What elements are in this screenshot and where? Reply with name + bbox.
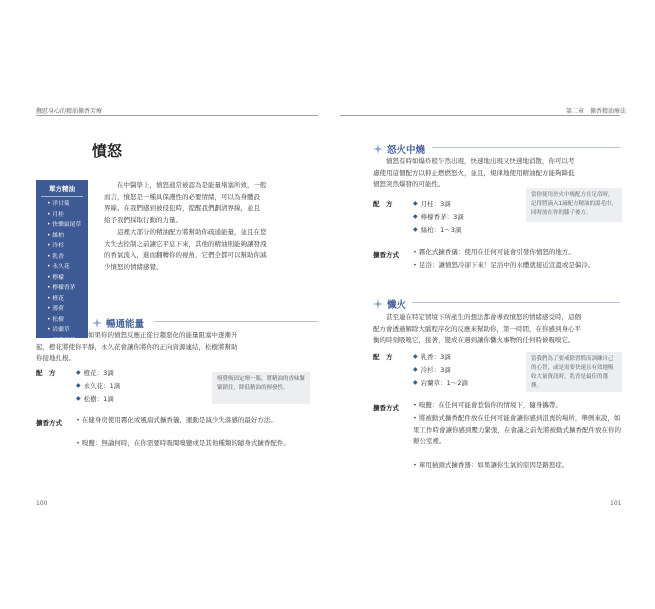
diamond-icon: ◆ <box>76 382 81 389</box>
tip-note: 當我們為了要戒除習慣而訓練自己的心智，或是需要快速且有效地吸收大量資訊時，乳香是最佳的選擇。 <box>526 352 622 392</box>
section-heading: 怒火中燒 <box>373 142 425 156</box>
formula-label: 配 方 <box>36 369 56 377</box>
section-heading: 懺火 <box>373 297 406 311</box>
single-oils-sidebar <box>36 180 88 344</box>
ingredient: ◆ 橙花：3滴 <box>76 369 114 377</box>
left-running-header: 撫慰身心的精油擴香芳療 <box>36 108 103 115</box>
right-running-header: 第二章 擴香精油療法 <box>566 108 627 115</box>
method-item: • 霧化式擴香儀：使用在任何可能會引發你憤怒的地方。 <box>413 248 575 256</box>
diamond-icon: ◆ <box>413 366 418 373</box>
formula-label: 配 方 <box>373 353 393 361</box>
list-item: • 冷杉 <box>47 243 64 249</box>
section-rule <box>432 147 620 148</box>
method-item: • 將被動式擴香配件放在任何可能會讓你感到沮喪的場所，舉例來說，如果工作時會讓你感到壓力緊張，在會議之前先將被動式擴香配件放在你的辦公室裡。 <box>413 414 621 446</box>
diamond-icon: ◆ <box>76 395 81 402</box>
diamond-icon: ◆ <box>413 353 418 360</box>
list-item: • 岩蘭草 <box>47 327 70 333</box>
tip-note: 當你使用於火中燒配方在足浴時，記得將滴入1滴配方精油的溫毛巾，同時放在你的膝子後方。 <box>526 188 622 222</box>
right-header-rule <box>340 115 620 116</box>
bullet-icon: • <box>413 414 417 422</box>
page-number-right: 101 <box>610 500 622 507</box>
section-heading: 暢通能量 <box>92 316 144 330</box>
method-item: • 嗅鹽：在任何可能會惹惱你的情境下，隨身攜帶。 <box>413 401 562 409</box>
section-paragraph: 如果你的憤怒反應正從日趨惡化的能量阻塞中逐漸升 起，橙花將使你平靜，永久花會讓你將你的正向資源連結，松樹將幫助 你接地扎根。 <box>36 331 238 363</box>
bullet-icon: • <box>76 416 80 424</box>
list-item: • 洋甘菊 <box>47 201 70 207</box>
ingredient: ◆ 檸檬香茅：3滴 <box>413 213 464 221</box>
ingredient: ◆ 冷杉：3滴 <box>413 366 451 374</box>
list-item: • 檸檬 <box>47 274 64 281</box>
bullet-icon: • <box>413 461 417 469</box>
flower-icon <box>373 299 383 309</box>
flower-icon <box>92 318 102 328</box>
formula-label: 配 方 <box>373 200 393 208</box>
intro-paragraph-1: 在中醫學上，憤怒通常被認為是能量堵塞所致，一般 而言，憤怒是一種具保護性的必要情緒，可以為身體設 界線。在我們感到被侵犯時，提醒我們劃清界線，並且 給予我們採取行動的力量。 <box>104 181 267 224</box>
method-label: 擴香方式 <box>36 419 62 427</box>
diamond-icon: ◆ <box>413 200 418 207</box>
bullet-icon: • <box>413 401 417 409</box>
tip-note: 嗅覺吸固定劑一瓶，將精油的香味緊緊鎖住，降低精油的揮發性。 <box>212 372 310 404</box>
section-paragraph: 甚至連在特定情境下所產生的想法都會導致憤怒的情緒感受時，這個 配方會透過解除大腦程序化的反應來幫助你，第一時間，在你感到身心平 衡的時刻吸嗅它，接著，變成在遇到讓你懺火事物的任何時候吸嗅它。 <box>373 313 581 345</box>
diamond-icon: ◆ <box>413 213 418 220</box>
method-item: • 車用插頭式擴香器：如果讓你生氣的原因是路怒症。 <box>413 461 569 469</box>
ingredient: ◆ 永久花：1滴 <box>76 382 121 390</box>
diamond-icon: ◆ <box>413 226 418 233</box>
diamond-icon: ◆ <box>76 369 81 376</box>
method-label: 擴香方式 <box>373 404 399 412</box>
sidebar-title: 單方精油 <box>49 185 75 193</box>
bullet-icon: • <box>76 439 80 447</box>
list-item: • 伊蘭伊蘭 <box>47 337 76 344</box>
ingredient: ◆ 松樹：1滴 <box>76 395 114 403</box>
left-header-rule <box>36 115 318 116</box>
list-item: • 薄荷 <box>47 306 64 312</box>
ingredient: ◆ 岩蘭草：1～2滴 <box>413 379 468 387</box>
section-rule <box>412 302 620 303</box>
sidebar-list <box>36 199 88 346</box>
list-item: • 檸檬香茅 <box>47 285 76 291</box>
intro-paragraph-2: 這裡大部分的精油配方將幫助你疏通能量，並且在您 大失去控制之前讓它平息下來，其他的精油則能夠讓發洩 的香氣流入，進而翻轉你的視角，它們全都可以幫助你減 少憤怒的情緒感覺。 <box>104 228 267 271</box>
ingredient: ◆ 月桂：3滴 <box>413 200 451 208</box>
diamond-icon: ◆ <box>413 379 418 386</box>
flower-icon <box>373 144 383 154</box>
list-item: • 絲柏 <box>47 232 64 239</box>
section-rule <box>154 321 318 322</box>
list-item: • 乳香 <box>47 253 64 260</box>
method-item: • 嗅鹽：無論何時，在你需要時吸聞嗅鹽或是其他種類的隨身式擴香配件。 <box>76 439 290 447</box>
method-item: • 足浴：讓憤怒冷卻下來！足浴中的水體就接近宣溫或是偏冷。 <box>413 261 595 269</box>
list-item: • 永久花 <box>47 264 70 270</box>
method-item: • 在健身房使用霧化或風扇式擴香儀，運動是減少失落感的最好方法。 <box>76 416 277 424</box>
list-item: • 松樹 <box>47 316 64 323</box>
method-label: 擴香方式 <box>373 251 399 259</box>
list-item: • 快樂鼠尾草 <box>47 222 82 228</box>
list-item: • 橙花 <box>47 295 64 302</box>
section-paragraph: 憤怒有時如爆炸般乍然出現，快速地出現又快速地消散，你可以考 慮使用這個配方以抑止燃燃怒火，並且，規律地使用精油配方能夠降低 憤怒突然爆發的可能性。 <box>373 157 575 189</box>
page-title: 憤怒 <box>92 142 123 160</box>
bullet-icon: • <box>413 261 417 269</box>
list-item: • 月桂 <box>47 211 64 218</box>
ingredient: ◆ 絲柏：1～3滴 <box>413 226 462 234</box>
page-number-left: 100 <box>36 500 48 507</box>
ingredient: ◆ 乳香：3滴 <box>413 353 451 361</box>
bullet-icon: • <box>413 248 417 256</box>
sidebar-rule <box>41 196 83 197</box>
